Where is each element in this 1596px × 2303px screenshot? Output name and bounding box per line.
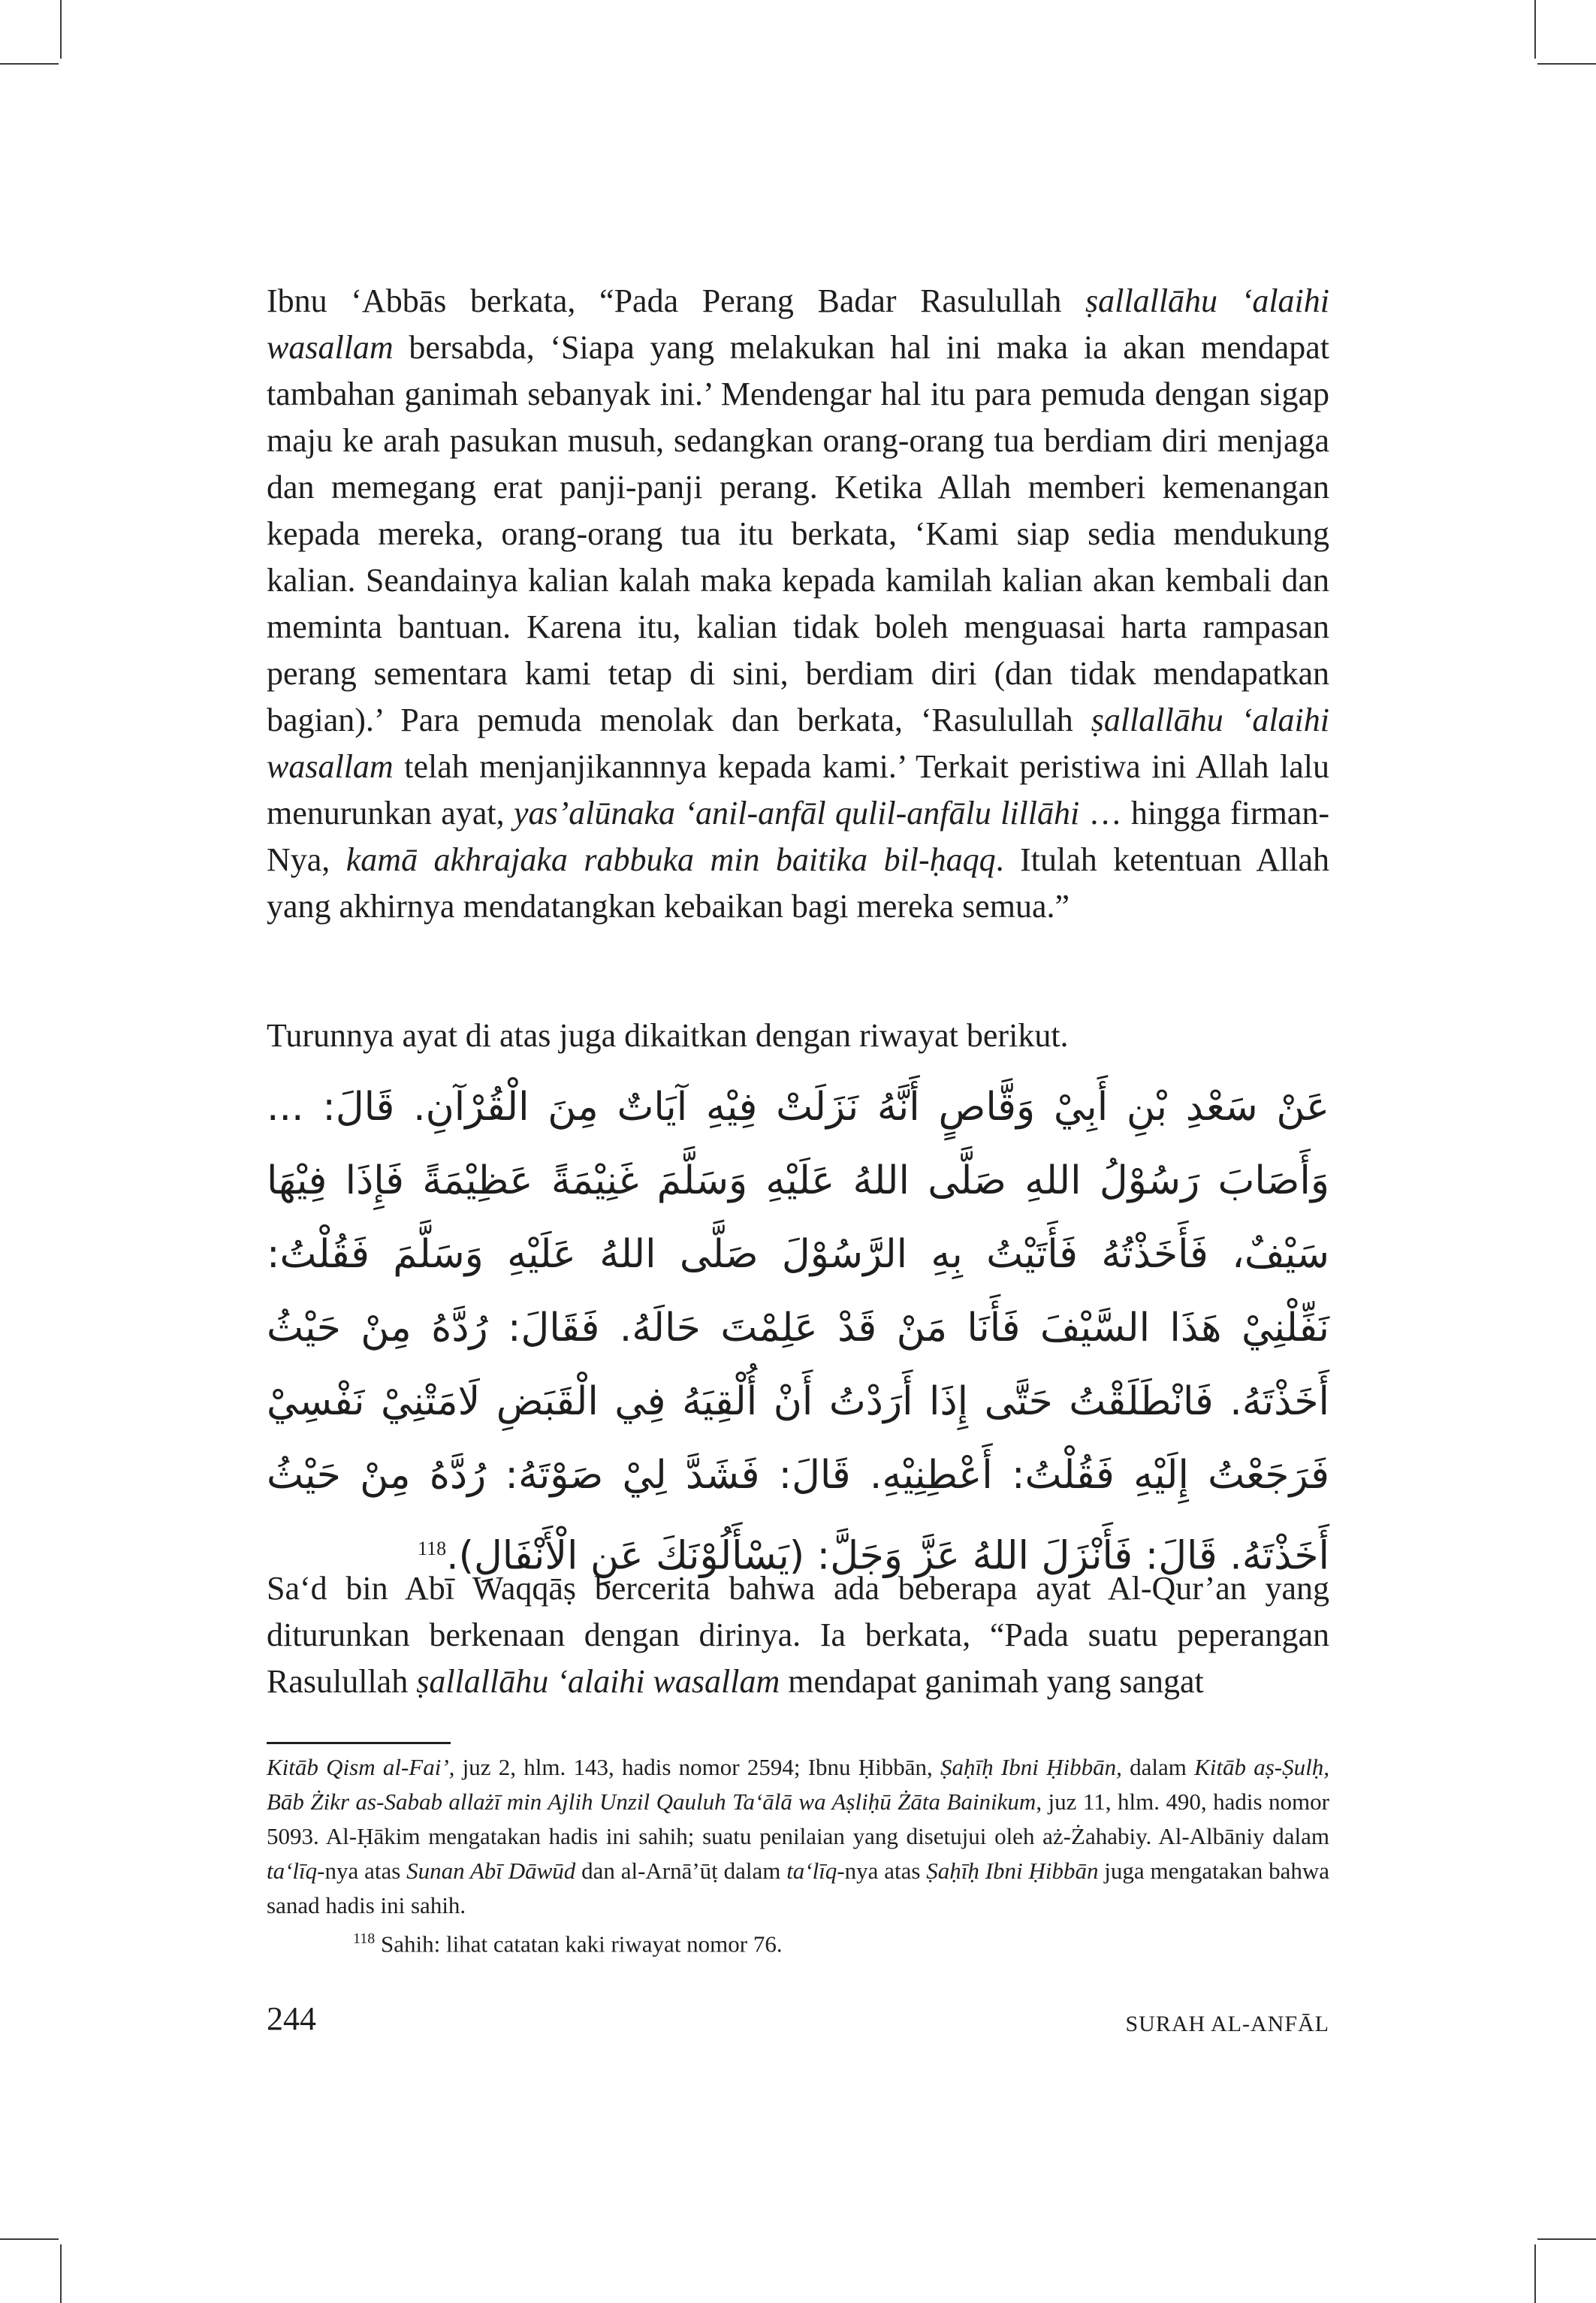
crop-mark xyxy=(60,2244,62,2303)
text-span: dalam xyxy=(1121,1754,1195,1780)
arabic-hadith-text xyxy=(267,1070,1329,1592)
footnote-text: Sahih: lihat catatan kaki riwayat nomor 76. xyxy=(375,1930,783,1957)
text-span: bersabda, ‘Siapa yang melakukan hal ini maka ia akan mendapat tambahan ganimah sebanyak ini.’ Mendengar hal itu para pemuda dengan sigap maju ke arah pasukan musuh, sedangkan orang-orang tua berdiam diri menjaga dan memegang erat panji-panji perang. Ketika Allah memberi kemenangan kepada mereka, orang-orang tua itu berkata, ‘Kami siap sedia mendukung kalian. Seandainya kalian kalah maka kepada kamilah kalian akan kembali dan meminta bantuan. Karena itu, kalian tidak boleh menguasai harta rampasan perang sementara kami tetap di sini, berdiam diri (dan tidak mendapatkan bagian).’ Para pemuda menolak dan berkata, ‘Rasulullah xyxy=(267,329,1329,738)
body-paragraph-1 xyxy=(267,278,1329,930)
text-span: juz 2, hlm. 143, hadis nomor 2594; Ibnu Ḥibbān, xyxy=(454,1754,941,1780)
body-paragraph-3 xyxy=(267,1565,1329,1705)
crop-mark xyxy=(0,63,59,65)
italic-span: ta‘līq xyxy=(267,1858,318,1884)
footnote-ref: 118 xyxy=(418,1538,447,1559)
text-span: Ibnu ‘Abbās berkata, “Pada Perang Badar Rasulullah xyxy=(267,282,1086,319)
italic-span: ṣallallāhu ‘alaihi wasallam xyxy=(416,1663,780,1700)
italic-span: Sunan Abī Dāwūd xyxy=(406,1858,576,1884)
crop-mark xyxy=(1537,2238,1596,2240)
italic-span: ta‘līq xyxy=(786,1858,837,1884)
footnote-divider xyxy=(267,1742,451,1744)
italic-span: ṣallallāhu ‘alaihi wasallam xyxy=(267,282,1329,366)
running-head: SURAH AL-ANFĀL xyxy=(1125,2012,1329,2036)
footnote-117-continued xyxy=(267,1750,1329,1923)
italic-span: kamā akhrajaka rabbuka min baitika bil-ḥaqq xyxy=(345,841,996,878)
crop-mark xyxy=(0,2238,59,2240)
text-span: . Itulah ketentuan Allah yang akhirnya mendatangkan kebaikan bagi mereka semua.” xyxy=(267,841,1330,925)
footnote-number: 118 xyxy=(353,1930,376,1947)
italic-span: ṣallallāhu ‘alaihi wasallam xyxy=(267,702,1329,785)
text-span: dan al-Arnā’ūṭ dalam xyxy=(575,1858,787,1884)
text-span: juga mengatakan bahwa sanad hadis ini sahih. xyxy=(267,1858,1329,1918)
text-span: … hingga firman-Nya, xyxy=(267,795,1329,878)
italic-span: Kitāb aṣ-Ṣulḥ, Bāb Żikr as-Sabab allażī min Ajlih Unzil Qauluh Ta‘ālā wa Aṣliḥū Żāta Bainikum xyxy=(267,1754,1329,1815)
body-paragraph-2: Turunnya ayat di atas juga dikaitkan dengan riwayat berikut. xyxy=(267,1017,1069,1054)
text-span: -nya atas xyxy=(837,1858,927,1884)
italic-span: Ṣaḥīḥ Ibni Ḥibbān, xyxy=(940,1754,1122,1780)
text-span: , juz 11, hlm. 490, hadis nomor 5093. Al-Ḥākim mengatakan hadis ini sahih; suatu penilaian yang disetujui oleh aż-Żahabiy. Al-Albāniy dalam xyxy=(267,1788,1329,1849)
text-span: telah menjanjikannnya kepada kami.’ Terkait peristiwa ini Allah lalu menurunkan ayat, xyxy=(267,748,1329,832)
text-span: -nya atas xyxy=(317,1858,407,1884)
footnote-118 xyxy=(353,1921,783,1961)
crop-mark xyxy=(1534,2244,1536,2303)
page-number: 244 xyxy=(267,2000,316,2037)
crop-mark xyxy=(60,0,62,59)
text-span: Sa‘d bin Abī Waqqāṣ bercerita bahwa ada beberapa ayat Al-Qur’an yang diturunkan berkenaan dengan dirinya. Ia berkata, “Pada suatu peperangan Rasulullah xyxy=(267,1570,1329,1700)
arabic-text: عَنْ سَعْدِ بْنِ أَبِيْ وَقَّاصٍ أَنَّهُ نَزَلَتْ فِيْهِ آيَاتٌ مِنَ الْقُرْآنِ. قَالَ: ... وَأَصَابَ رَسُوْلُ اللهِ صَلَّى اللهُ عَلَيْهِ وَسَلَّمَ غَنِيْمَةً عَظِيْمَةً فَإِذَا فِيْهَا سَيْفٌ، فَأَخَذْتُهُ فَأَتَيْتُ بِهِ الرَّسُوْلَ صَلَّى اللهُ عَلَيْهِ وَسَلَّمَ فَقُلْتُ: نَفِّلْنِيْ هَذَا السَّيْفَ فَأَنَا مَنْ قَدْ عَلِمْتَ حَالَهُ. فَقَالَ: رُدَّهُ مِنْ حَيْثُ أَخَذْتَهُ. فَانْطَلَقْتُ حَتَّى إِذَا أَرَدْتُ أَنْ أُلْقِيَهُ فِي الْقَبَضِ لَامَتْنِيْ نَفْسِيْ فَرَجَعْتُ إِلَيْهِ فَقُلْتُ: أَعْطِنِيْهِ. قَالَ: فَشَدَّ لِيْ صَوْتَهُ: رُدَّهُ مِنْ حَيْثُ أَخَذْتَهُ. قَالَ: فَأَنْزَلَ اللهُ عَزَّ وَجَلَّ: (يَسْأَلُوْنَكَ عَنِ الْأَنْفَالِ). xyxy=(267,1085,1329,1579)
crop-mark xyxy=(1537,63,1596,65)
crop-mark xyxy=(1534,0,1536,59)
text-span: mendapat ganimah yang sangat xyxy=(780,1663,1204,1700)
italic-span: Kitāb Qism al-Fai’, xyxy=(267,1754,455,1780)
italic-span: yas’alūnaka ‘anil-anfāl qulil-anfālu lillāhi xyxy=(513,795,1080,832)
italic-span: Ṣaḥīḥ Ibni Ḥibbān xyxy=(926,1858,1099,1884)
